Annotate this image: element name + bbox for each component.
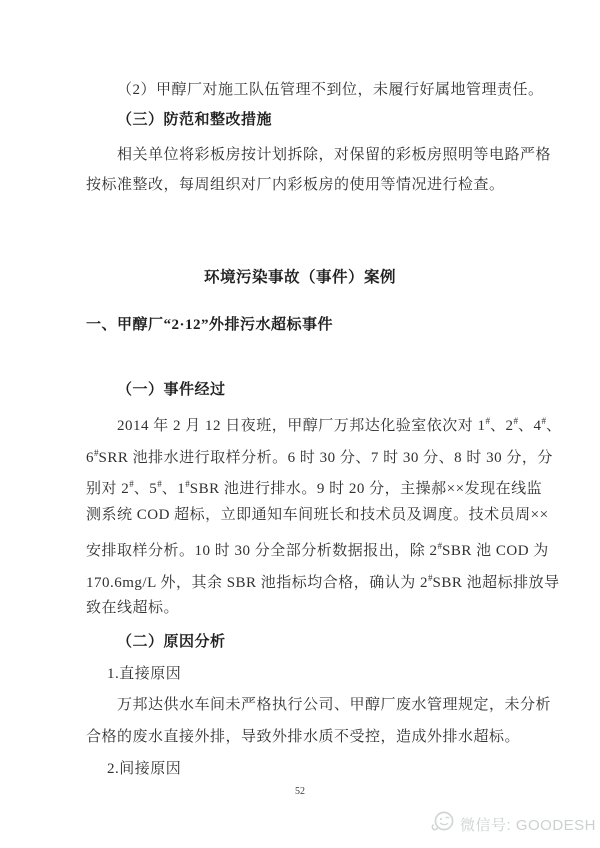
event-paragraph-line-5: 安排取样分析。10 时 30 分全部分析数据报出，除 2#SBR 池 COD 为: [86, 541, 549, 559]
page-number: 52: [295, 786, 305, 797]
case-section-title: 环境污染事故（事件）案例: [203, 269, 396, 286]
indirect-cause-label: 2.间接原因: [107, 761, 182, 777]
event-paragraph-line-3: 别对 2#、5#、1#SBR 池进行排水。9 时 20 分，主操郝××发现在线监: [86, 479, 543, 497]
watermark: [428, 810, 596, 838]
section-3-paragraph-line-2: 按标准整改，每周组织对厂内彩板房的使用等情况进行检查。: [86, 177, 505, 193]
event-paragraph-line-6: 170.6mg/L 外，其余 SBR 池指标均合格，确认为 2#SBR 池超标排放导: [86, 573, 560, 591]
event-paragraph-line-1: 2014 年 2 月 12 日夜班，甲醇厂万邦达化验室依次对 1#、2#、4#、: [117, 416, 562, 434]
wechat-icon: [428, 810, 456, 838]
section-3-heading: （三）防范和整改措施: [117, 112, 273, 128]
watermark-label: 微信号: GOODESH: [459, 816, 596, 834]
section-3-paragraph-line-1: 相关单位将彩板房按计划拆除，对保留的彩板房照明等电路严格: [117, 147, 552, 163]
direct-cause-line-2: 合格的废水直接外排，导致外排水质不受控，造成外排水超标。: [86, 729, 521, 745]
intro-item-2: （2）甲醇厂对施工队伍管理不到位，未履行好属地管理责任。: [117, 82, 544, 98]
event-paragraph-line-7: 致在线超标。: [86, 600, 180, 616]
event-paragraph-line-4: 测系统 COD 超标，立即通知车间班长和技术员及调度。技术员周××: [86, 507, 549, 523]
case-1-section-2-heading: （二）原因分析: [117, 634, 226, 650]
direct-cause-label: 1.直接原因: [107, 666, 182, 682]
direct-cause-line-1: 万邦达供水车间未严格执行公司、甲醇厂废水管理规定，未分析: [117, 697, 552, 713]
case-1-section-1-heading: （一）事件经过: [117, 382, 226, 398]
case-1-heading: 一、甲醇厂“2·12”外排污水超标事件: [86, 317, 334, 333]
event-paragraph-line-2: 6#SRR 池排水进行取样分析。6 时 30 分、7 时 30 分、8 时 30 分，分: [86, 448, 553, 466]
